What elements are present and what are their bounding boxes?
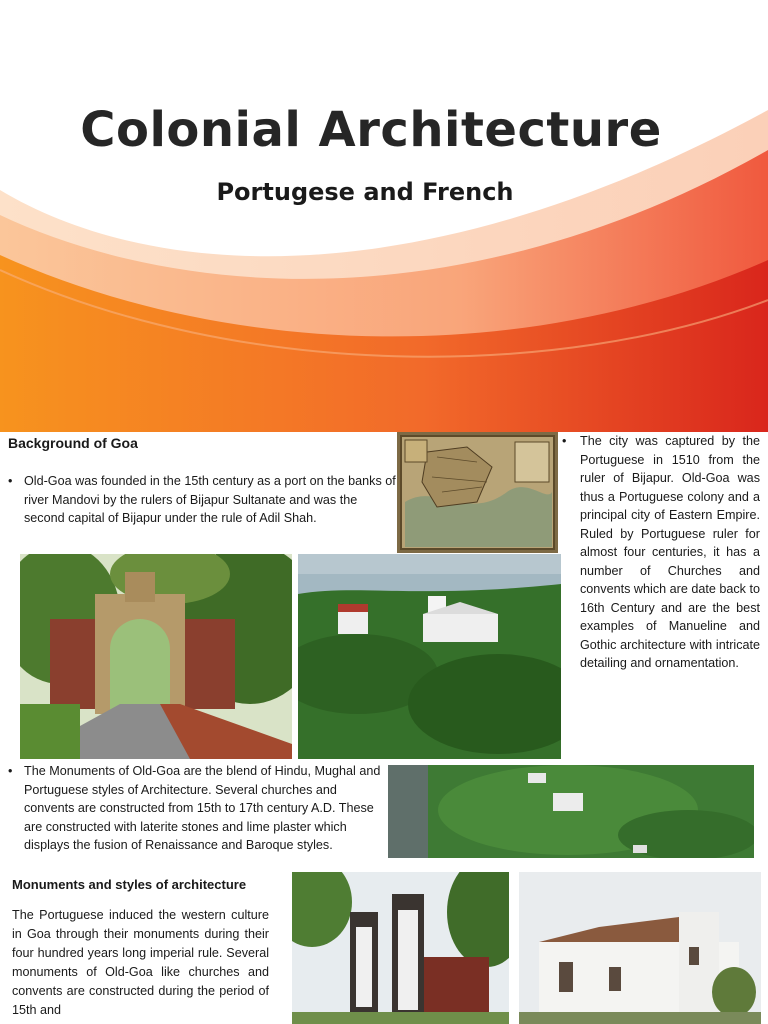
bullet-text: The city was captured by the Portuguese in 1510 from the ruler of Bijapur. Old-Goa was thus a Portuguese colony and a principal city of Eastern Empire. Ruled by Portuguese ruler for almost four centuries, it has a number of Churches and convents which are date back to 16th Century and are the best examples of Manueline and Gothic architecture with intricate detailing and ornamentation.	[580, 434, 760, 670]
bullet-item	[8, 472, 398, 528]
section-heading: Background of Goa	[8, 435, 138, 451]
church-on-hill-image	[298, 554, 561, 759]
section-heading: Monuments and styles of architecture	[12, 877, 247, 892]
bullet-icon: •	[562, 434, 567, 448]
bullet-item	[562, 432, 760, 673]
decorative-waves	[0, 0, 768, 432]
arch-gateway-image	[20, 554, 292, 759]
page-title: Colonial Architecture	[80, 102, 662, 158]
old-map-image	[397, 432, 558, 553]
bullet-icon: •	[8, 474, 13, 488]
bullet-text: Old-Goa was founded in the 15th century as a port on the banks of river Mandovi by the rulers of Bijapur Sultanate and was the second capital of Bijapur under the rule of Adil Shah.	[24, 474, 396, 525]
bullet-text: The Monuments of Old-Goa are the blend of Hindu, Mughal and Portuguese styles of Architecture. Several churches and convents are constructed from 15th to 17th century A.D. These are constructed with laterite stones and lime plaster which displays the fusion of Renaissance and Baroque styles.	[24, 764, 381, 852]
background-of-goa-slide	[0, 432, 768, 864]
section-paragraph: The Portuguese induced the western culture in Goa through their monuments during their four hundred years long imperial rule. Several monuments of Old-Goa like churches and convents are constructed during the period of 15th and	[12, 908, 269, 1017]
bullet-icon: •	[8, 764, 13, 778]
bullet-item	[8, 762, 386, 855]
monuments-slide	[0, 866, 768, 1024]
aerial-view-image	[388, 765, 754, 858]
twin-tower-church-image	[292, 872, 509, 1024]
title-slide	[0, 0, 768, 432]
page-subtitle: Portugese and French	[216, 178, 514, 206]
convent-image	[519, 872, 761, 1024]
